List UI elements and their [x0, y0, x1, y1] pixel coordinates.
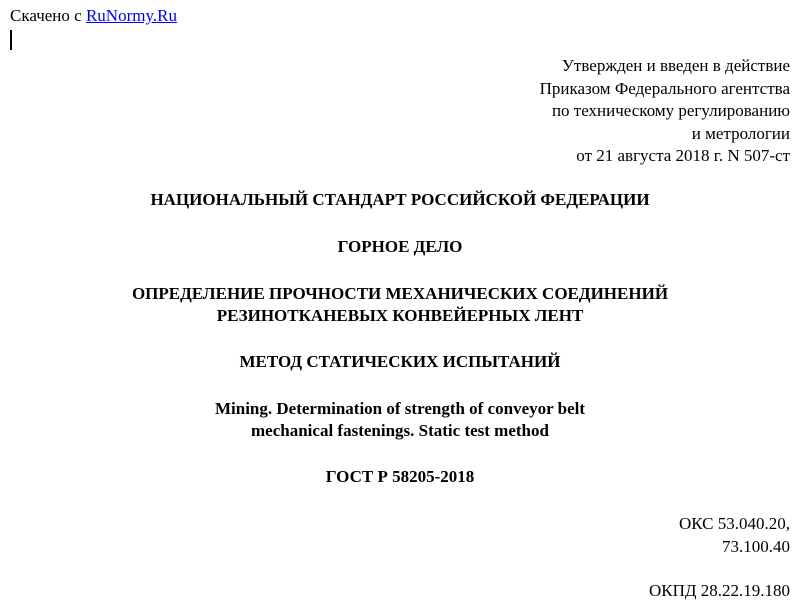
text-cursor — [10, 30, 12, 50]
okpd-text: ОКПД 28.22.19.180 — [649, 581, 790, 600]
title-line: ОПРЕДЕЛЕНИЕ ПРОЧНОСТИ МЕХАНИЧЕСКИХ СОЕДИНЕНИЙ — [131, 284, 669, 303]
approval-line: Приказом Федерального агентства — [539, 78, 790, 98]
oks-line: 73.100.40 — [722, 536, 790, 556]
english-title-line: mechanical fastenings. Static test method — [251, 421, 549, 440]
approval-block — [540, 55, 790, 168]
national-standard-heading — [0, 189, 800, 211]
oks-line: ОКС 53.040.20, — [678, 514, 790, 533]
document-title — [0, 283, 800, 327]
method-text: МЕТОД СТАТИЧЕСКИХ ИСПЫТАНИЙ — [239, 352, 561, 371]
approval-line: и метрологии — [691, 123, 790, 143]
method-heading — [0, 351, 800, 373]
field-heading — [0, 236, 800, 258]
standard-designation — [0, 466, 800, 488]
designation-text: ГОСТ Р 58205-2018 — [325, 467, 475, 486]
title-line: РЕЗИНОТКАНЕВЫХ КОНВЕЙЕРНЫХ ЛЕНТ — [216, 306, 584, 325]
approval-line: от 21 августа 2018 г. N 507-ст — [576, 146, 790, 165]
okpd-code — [649, 580, 790, 603]
approval-line: по техническому регулированию — [551, 101, 790, 120]
english-title-line: Mining. Determination of strength of conveyor belt — [214, 399, 586, 418]
source-prefix: Скачено с — [10, 6, 86, 25]
national-standard-text: НАЦИОНАЛЬНЫЙ СТАНДАРТ РОССИЙСКОЙ ФЕДЕРАЦИИ — [150, 190, 650, 209]
source-line — [10, 6, 177, 26]
field-text: ГОРНОЕ ДЕЛО — [337, 237, 463, 256]
source-link[interactable]: RuNormy.Ru — [85, 6, 177, 25]
oks-codes — [679, 513, 790, 558]
approval-line: Утвержден и введен в действие — [561, 56, 790, 75]
english-title — [0, 398, 800, 442]
